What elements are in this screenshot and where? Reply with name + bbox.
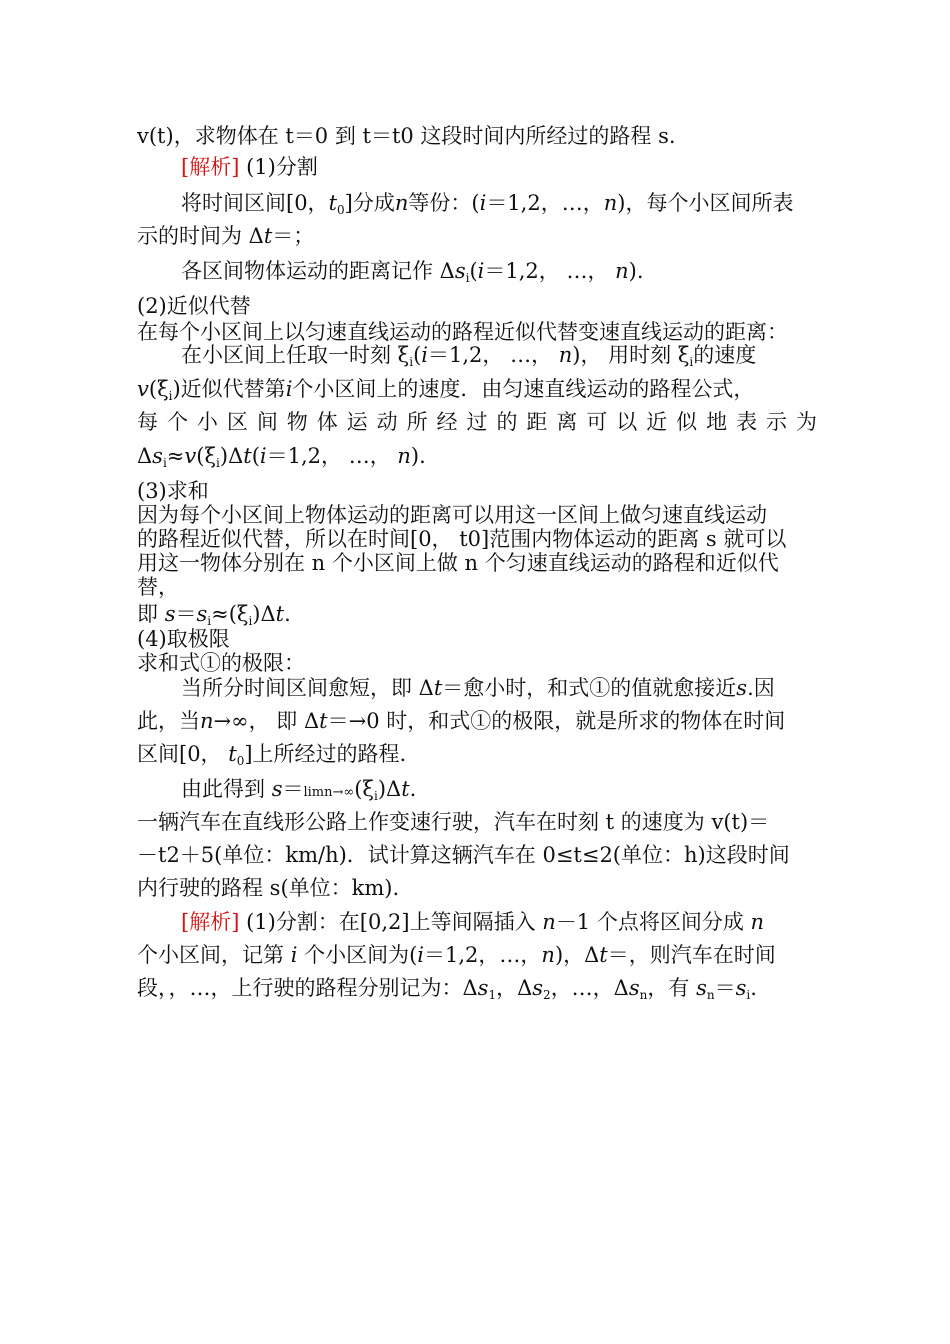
math-var: n [615,259,629,283]
line-27 [181,908,817,936]
text: 个小区间上的速度．由匀速直线运动的路程公式， [292,377,755,401]
text: 一辆汽车在直线形公路上作变速行驶，汽车在时刻 t 的速度为 v(t)＝ [137,810,770,834]
line-6 [137,292,817,320]
math-var: i [290,943,298,967]
line-24 [137,808,817,836]
text: ＝； [272,224,315,248]
text: ＝→0 时，和式①的极限，就是所求的物体在时间 [327,709,786,733]
text: 因为每个小区间上物体运动的距离可以用这一区间上做匀速直线运动 [137,503,767,527]
subscript: i [465,271,470,285]
section-heading: (3)求和 [137,479,209,503]
text: ). [410,444,426,468]
math-var: t [433,676,443,700]
text: →∞， 即 Δ [213,709,320,733]
math-var: t [228,742,237,766]
text: 替， [137,575,179,599]
math-var: v [137,377,149,401]
line-10 [137,408,817,436]
text: 每个小区间物体运动所经过的距离可以近似地表示为 [137,410,817,434]
text: 内行驶的路程 s(单位：km). [137,876,400,900]
section-heading: (4)取极限 [137,627,230,651]
line-2 [181,153,817,181]
subscript: i [168,389,173,403]
text: )Δ [219,444,244,468]
line-21 [137,707,817,735]
math-var: v [184,444,197,468]
text: . [750,976,757,1000]
text: ≈ [166,444,185,468]
section-heading: (2)近似代替 [137,294,251,318]
math-var: s [164,602,176,626]
math-var: n [397,444,411,468]
text: )，每个小区间所表 [617,191,794,215]
subscript: i [248,614,253,628]
text: ( [469,259,478,283]
math-var: s [696,976,707,1000]
text: )，Δ [554,943,600,967]
text: 由此得到 [181,777,272,801]
text: 即 [137,602,165,626]
math-var: i [477,259,485,283]
line-19 [137,649,817,677]
math-var: s [735,976,747,1000]
line-26 [137,874,817,902]
text: .因 [747,676,775,700]
text: ＝1,2，…， [486,191,604,215]
text: ＝ [714,976,736,1000]
text: . [409,777,417,801]
text: 的路程近似代替，所以在时间[0， t0]范围内物体运动的距离 s 就可以 [137,527,787,551]
subscript: 0 [236,754,245,768]
math-var: s [196,602,208,626]
math-var: s [628,976,640,1000]
text: ＝，则汽车在时间 [607,943,776,967]
math-var: t [243,444,252,468]
text: 此，当 [137,709,200,733]
line-23 [181,775,817,807]
math-var: t [401,777,410,801]
text: 在小区间上任取一时刻 ξ [181,343,410,367]
math-var: n [603,191,618,215]
math-var: i [417,943,424,967]
text: 用这一物体分别在 n 个小区间上做 n 个匀速直线运动的路程和近似代 [137,551,779,575]
math-var: n [200,709,214,733]
math-var: n [541,943,555,967]
text: 的速度 [693,343,757,367]
math-var: s [736,676,748,700]
subscript: 0 [337,203,345,217]
line-5 [181,257,817,285]
text: )Δ [377,777,402,801]
math-var: t [275,602,285,626]
math-var: n [542,910,556,934]
text: (ξ [196,444,217,468]
text: 求和式①的极限： [137,651,305,675]
subscript: i [162,456,167,470]
text: 当所分时间区间愈短，即 Δ [181,676,434,700]
text: ＝愈小时，和式①的值就愈接近 [442,676,737,700]
subscript: i [746,988,751,1002]
text: 在每个小区间上以匀速直线运动的路程近似代替变速直线运动的距离： [137,320,788,344]
text: 个小区间为( [297,943,418,967]
math-var: s [271,777,283,801]
math-var: t [319,709,328,733]
math-var: n [558,343,573,367]
line-29 [137,974,817,1002]
text: 等份：( [408,191,480,215]
text: (1)分割：在[0,2]上等间隔插入 [239,910,543,934]
text: ( [251,444,260,468]
line-3 [181,189,817,217]
text: (1)分割 [246,155,318,179]
text: v(t)，求物体在 t＝0 到 t＝t0 这段时间内所经过的路程 s. [137,124,676,148]
math-var: t [328,191,338,215]
text: ( [413,343,422,367]
math-var: n [750,910,765,934]
text: ＝ [282,777,304,801]
subscript: 1 [488,988,497,1002]
line-17 [137,600,817,628]
text: Δ [137,444,153,468]
line-22 [137,740,817,768]
line-28 [137,941,817,969]
text: . [284,602,291,626]
text: ，…，Δ [550,976,629,1000]
text: ，Δ [496,976,533,1000]
subscript: i [373,789,378,803]
text: 段，，…，上行驶的路程分别记为：Δ [137,976,478,1000]
text: (ξ [148,377,169,401]
text: (ξ [354,777,374,801]
line-9 [137,375,817,403]
text: ＝1,2， …， [428,343,559,367]
text: 个小区间，记第 [137,943,291,967]
text: 将时间区间[0， [181,191,329,215]
subscript: n [639,988,648,1002]
text: )Δ [252,602,276,626]
math-var: i [479,191,487,215]
math-var: i [421,343,429,367]
text: 各区间物体运动的距离记作 Δ [181,259,455,283]
text: 区间[0， [137,742,229,766]
limit-subscript: limn→∞ [303,785,355,800]
text: )， 用时刻 ξ [572,343,690,367]
text: 示的时间为 Δ [137,224,264,248]
text: ＝1,2，…， [424,943,542,967]
text: ＝1,2， …， [484,259,616,283]
text: －1 个点将区间分成 [555,910,751,934]
line-20 [181,674,817,702]
math-var: s [532,976,544,1000]
math-var: s [454,259,466,283]
line-25 [137,841,817,869]
subscript: i [207,614,212,628]
subscript: 2 [543,988,551,1002]
analysis-tag: [解析] [181,155,240,179]
subscript: i [216,456,220,470]
text: ＝ [175,602,197,626]
math-var: t [599,943,608,967]
text: ). [628,259,644,283]
text: ]分成 [344,191,395,215]
line-4 [137,222,817,250]
line-16 [137,573,817,601]
text: )近似代替第 [172,377,286,401]
math-var: i [259,444,267,468]
text: ]上所经过的路程. [244,742,407,766]
text: ＝1,2， …， [266,444,398,468]
subscript: i [689,355,694,369]
line-1 [137,122,817,150]
math-var: n [394,191,409,215]
line-8 [181,341,817,369]
text: －t2＋5(单位：km/h)．试计算这辆汽车在 0≤t≤2(单位：h)这段时间 [137,843,790,867]
subscript: i [409,355,414,369]
text: ，有 [647,976,697,1000]
math-var: i [285,377,293,401]
math-var: s [152,444,163,468]
line-11 [137,442,817,470]
text: ≈(ξ [211,602,249,626]
math-var: s [477,976,489,1000]
subscript: n [706,988,715,1002]
analysis-tag: [解析] [181,910,240,934]
math-var: t [263,224,273,248]
